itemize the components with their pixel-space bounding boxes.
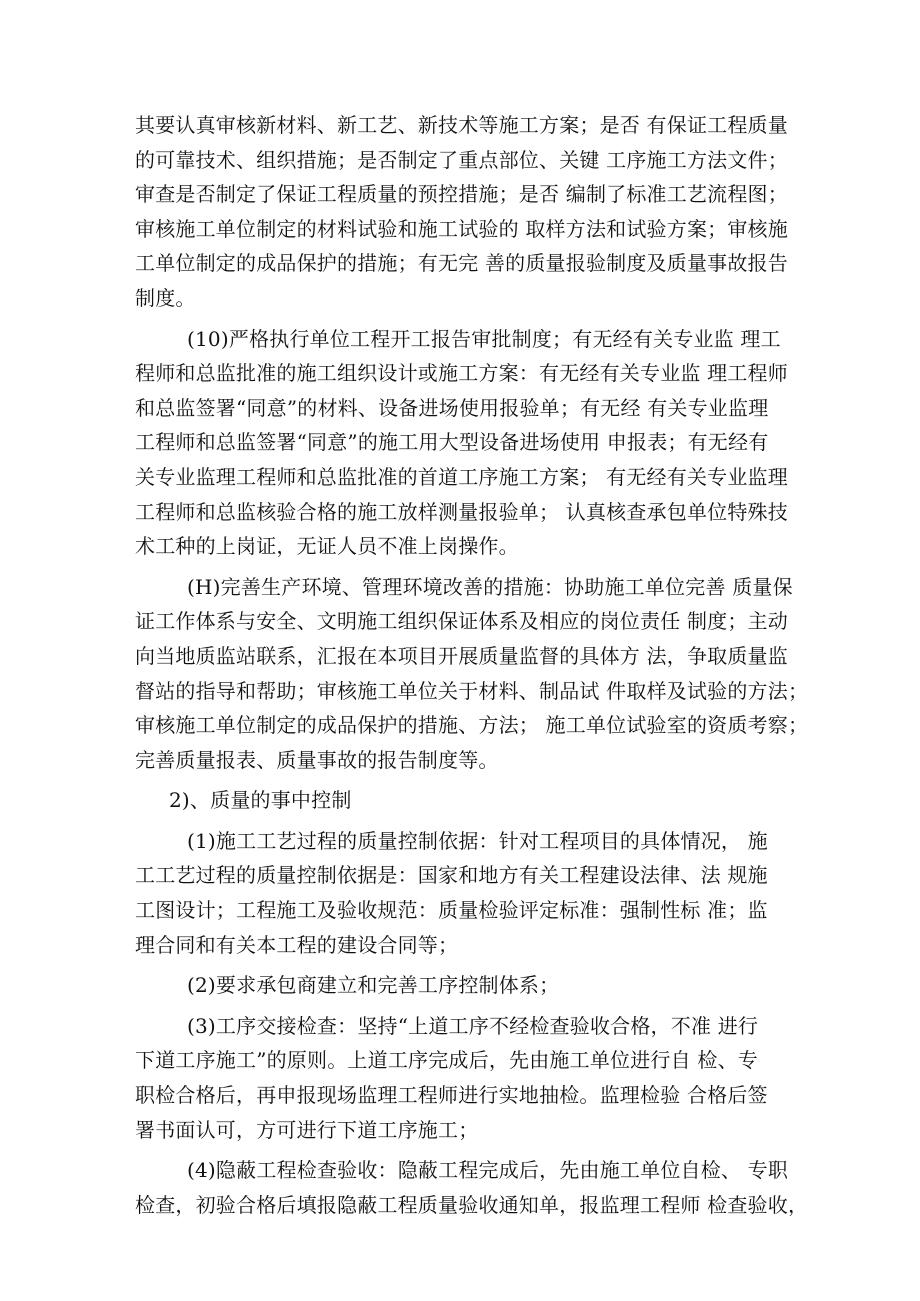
text-line: 程师和总监批准的施工组织设计或施工方案：有无经有关专业监 理工程师	[135, 361, 788, 386]
text-line: 审查是否制定了保证工程质量的预控措施；是否 编制了标准工艺流程图；	[135, 182, 788, 207]
paragraph-first-line: (1)施工工艺过程的质量控制依据：针对工程项目的具体情况， 施	[187, 828, 768, 853]
text-line: 工程师和总监签署“同意”的施工用大型设备进场使用 申报表；有无经有	[135, 430, 769, 455]
text-line: 督站的指导和帮助；审核施工单位关于材料、制品试 件取样及试验的方法；	[135, 678, 809, 703]
text-line: 的可靠技术、组织措施；是否制定了重点部位、关键 工序施工方法文件；	[135, 147, 788, 172]
text-line: 理合同和有关本工程的建设合同等；	[135, 932, 459, 957]
text-line: 向当地质监站联系，汇报在本项目开展质量监督的具体方 法，争取质量监	[135, 643, 788, 668]
paragraph-first-line: (3)工序交接检查：坚持“上道工序不经检查验收合格，不准 进行	[187, 1013, 759, 1038]
text-line: 和总监签署“同意”的材料、设备进场使用报验单；有无经 有关专业监理	[135, 395, 769, 420]
text-line: 审核施工单位制定的成品保护的措施、方法； 施工单位试验室的资质考察；	[135, 713, 809, 738]
document-body	[135, 108, 809, 1222]
text-line: 署书面认可，方可进行下道工序施工；	[135, 1117, 479, 1142]
text-line: 工工艺过程的质量控制依据是：国家和地方有关工程建设法律、法 规施	[135, 863, 768, 888]
paragraph-first-line: (H)完善生产环境、管理环境改善的措施：协助施工单位完善 质量保	[187, 574, 793, 599]
text-line: 制度。	[135, 285, 196, 310]
text-line: 检查，初验合格后填报隐蔽工程质量验收通知单，报监理工程师 检查验收，	[135, 1192, 809, 1217]
text-line: 关专业监理工程师和总监批准的首道工序施工方案； 有无经有关专业监理	[135, 464, 788, 489]
paragraph-first-line: (4)隐蔽工程检查验收：隐蔽工程完成后，先由施工单位自检、 专职	[187, 1158, 789, 1183]
text-line: 完善质量报表、质量事故的报告制度等。	[135, 747, 499, 772]
text-line: 审核施工单位制定的材料试验和施工试验的 取样方法和试验方案；审核施	[135, 216, 788, 241]
section-heading: 2)、质量的事中控制	[169, 788, 352, 813]
text-line: 术工种的上岗证，无证人员不准上岗操作。	[135, 534, 519, 559]
text-line: 其要认真审核新材料、新工艺、新技术等施工方案；是否 有保证工程质量	[135, 113, 788, 137]
text-line: 工单位制定的成品保护的措施；有无完 善的质量报验制度及质量事故报告	[135, 251, 788, 276]
text-line: 工程师和总监核验合格的施工放样测量报验单； 认真核查承包单位特殊技	[135, 499, 788, 524]
paragraph-first-line: (10)严格执行单位工程开工报告审批制度；有无经有关专业监 理工	[187, 326, 781, 351]
paragraph-first-line: (2)要求承包商建立和完善工序控制体系；	[187, 973, 560, 998]
text-line: 工图设计；工程施工及验收规范：质量检验评定标准：强制性标 准；监	[135, 898, 768, 923]
text-line: 下道工序施工”的原则。上道工序完成后，先由施工单位进行自 检、专	[135, 1048, 758, 1073]
text-line: 证工作体系与安全、文明施工组织保证体系及相应的岗位责任 制度；主动	[135, 609, 788, 634]
text-line: 职检合格后，再申报现场监理工程师进行实地抽检。监理检验 合格后签	[135, 1083, 768, 1108]
